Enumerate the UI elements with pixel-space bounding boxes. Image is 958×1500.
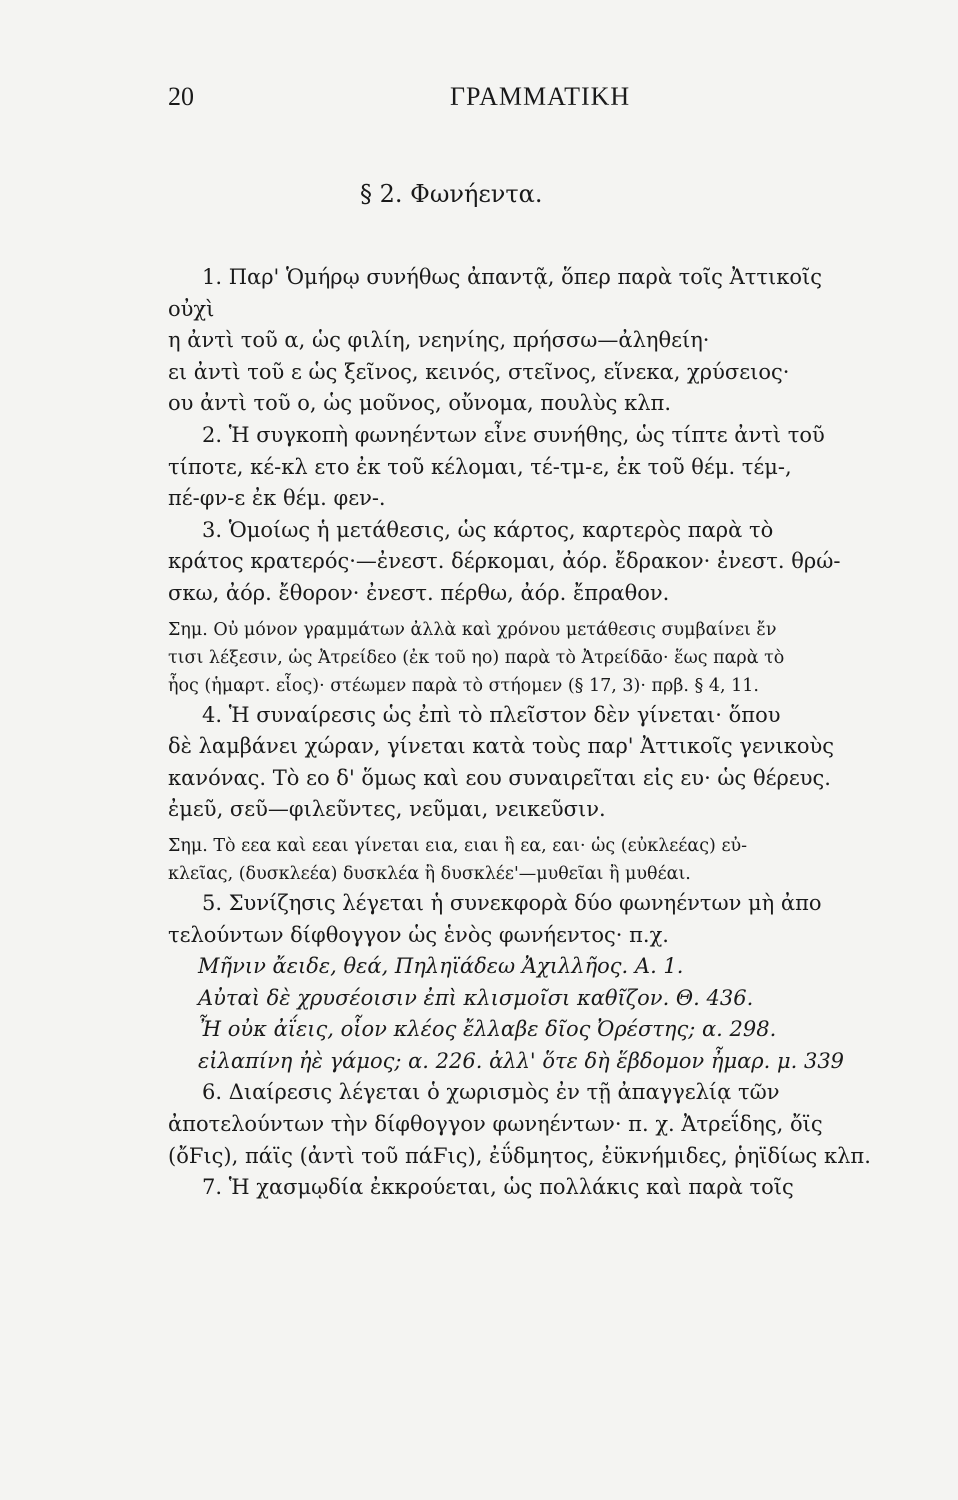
- text-line: 3. Ὁμοίως ἡ μετάθεσις, ὡς κάρτος, καρτερὸς παρὰ τὸ: [202, 517, 774, 542]
- text-line: 4. Ἡ συναίρεσις ὡς ἐπὶ τὸ πλεῖστον δὲν γίνεται· ὅπου: [202, 702, 781, 727]
- text-line: σκω, ἀόρ. ἔθορον· ἐνεστ. πέρθω, ἀόρ. ἔπραθον.: [168, 580, 670, 605]
- text-line: η ἀντὶ τοῦ α, ὡς φιλίη, νεηνίης, πρήσσω—ἀληθείη·: [168, 328, 710, 353]
- text-line: 7. Ἡ χασμῳδία ἐκκρούεται, ὡς πολλάκις καὶ παρὰ τοῖς: [202, 1175, 794, 1200]
- text-line: ει ἀντὶ τοῦ ε ὡς ξεῖνος, κεινός, στεῖνος, εἵνεκα, χρύσειος·: [168, 359, 790, 384]
- running-title: ΓΡΑΜΜΑΤΙΚΗ: [450, 82, 631, 111]
- note-line: τισι λέξεσιν, ὡς Ἀτρείδεο (ἐκ τοῦ ηο) παρὰ τὸ Ἀτρείδᾱο· ἕως παρὰ τὸ: [168, 647, 785, 668]
- note-line: Σημ. Τὸ εεα καὶ εεαι γίνεται εια, ειαι ἢ εα, εαι· ὡς (εὐκλεέας) εὐ-: [168, 835, 748, 856]
- note-line: ἧος (ἡμαρτ. εἷος)· στέωμεν παρὰ τὸ στήομεν (§ 17, 3)· πρβ. § 4, 11.: [168, 675, 759, 696]
- section-heading: § 2. Φωνήεντα.: [360, 180, 543, 208]
- text-line: 5. Συνίζησις λέγεται ἡ συνεκφορὰ δύο φωνηέντων μὴ ἀπο: [202, 890, 822, 915]
- text-line: ἀποτελούντων τὴν δίφθογγον φωνηέντων· π. χ. Ἀτρεΐδης, ὄϊς: [168, 1112, 823, 1137]
- verse-line: Αὐταὶ δὲ χρυσέοισιν ἐπὶ κλισμοῖσι καθῖζον. Θ. 436.: [198, 985, 754, 1010]
- text-line: ἐμεῦ, σεῦ—φιλεῦντες, νεῦμαι, νεικεῦσιν.: [168, 797, 606, 822]
- verse-line: Μῆνιν ἄειδε, θεά, Πηληϊάδεω Ἀχιλλῆος. Α. 1.: [198, 954, 684, 979]
- note-line: κλεῖας, (δυσκλεέα) δυσκλέα ἢ δυσκλέε'—μυθεῖαι ἢ μυθέαι.: [168, 863, 691, 884]
- text-line: δὲ λαμβάνει χώραν, γίνεται κατὰ τοὺς παρ' Ἀττικοῖς γενικοὺς: [168, 734, 835, 759]
- page-number: 20: [168, 82, 194, 111]
- text-line: ου ἀντὶ τοῦ ο, ὡς μοῦνος, οὔνομα, πουλὺς κλπ.: [168, 391, 672, 416]
- text-line: 2. Ἡ συγκοπὴ φωνηέντων εἶνε συνήθης, ὡς τίπτε ἀντὶ τοῦ: [202, 422, 825, 447]
- verse-line: εἰλαπίνη ἠὲ γάμος; α. 226. ἀλλ' ὅτε δὴ ἕβδομον ἦμαρ. μ. 339: [198, 1048, 845, 1073]
- text-line: κράτος κρατερός·—ἐνεστ. δέρκομαι, ἀόρ. ἔδρακον· ἐνεστ. θρώ-: [168, 549, 841, 574]
- text-line: 1. Παρ' Ὁμήρῳ συνήθως ἀπαντᾷ, ὅπερ παρὰ τοῖς Ἀττικοῖς: [202, 265, 823, 289]
- text-line: (ὄϜις), πάϊς (ἀντὶ τοῦ πάϜις), ἐΰδμητος, ἐϋκνήμιδες, ῥηϊδίως κλπ.: [168, 1143, 871, 1168]
- text-line: 6. Διαίρεσις λέγεται ὁ χωρισμὸς ἐν τῇ ἀπαγγελίᾳ τῶν: [202, 1080, 780, 1105]
- text-line: τελούντων δίφθογγον ὡς ἑνὸς φωνήεντος· π.χ.: [168, 922, 669, 947]
- body-text: [168, 262, 908, 1204]
- text-line: τίποτε, κέ-κλ ετο ἐκ τοῦ κέλομαι, τέ-τμ-ε, ἐκ τοῦ θέμ. τέμ-,: [168, 454, 792, 479]
- text-line: πέ-φν-ε ἐκ θέμ. φεν-.: [168, 486, 386, 511]
- verse-line: Ἦ οὐκ ἀΐεις, οἷον κλέος ἔλλαβε δῖος Ὀρέστης; α. 298.: [198, 1017, 777, 1042]
- page-header: [0, 82, 958, 122]
- text-line: οὐχὶ: [168, 296, 215, 321]
- text-line: κανόνας. Τὸ εο δ' ὅμως καὶ εου συναιρεῖται εἰς ευ· ὡς θέρευς.: [168, 765, 831, 790]
- note-line: Σημ. Οὐ μόνον γραμμάτων ἀλλὰ καὶ χρόνου μετάθεσις συμβαίνει ἔν: [168, 619, 777, 640]
